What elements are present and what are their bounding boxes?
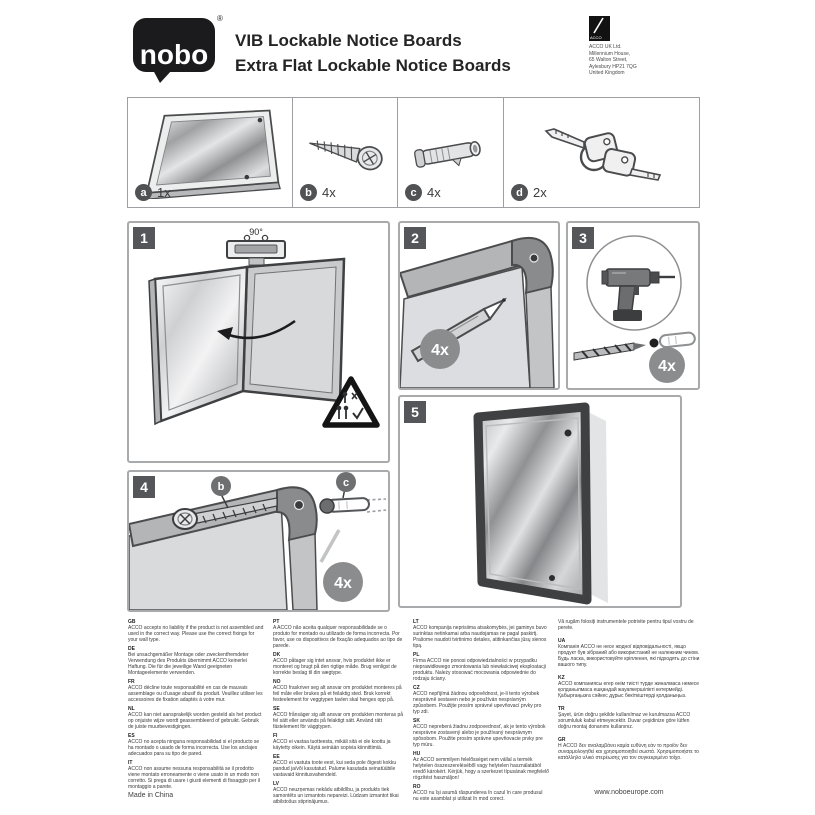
manufacturer-address: ACCO UK Ltd. Millennium House, 65 Walton Street, Aylesbury HP21 7QG United Kingdom	[589, 44, 637, 76]
disclaimer-hu: HU Az ACCO semmilyen felelősséget nem vállal a termék helytelen összeszereléséből vagy helytelen használatából eredő károkért. Kérjük, hogy a szerkezet típusának megfelelő rögzítést használjon!	[413, 751, 549, 781]
wall-plug-in-wall-icon	[320, 497, 386, 562]
disclaimer-fr: FR ACCO décline toute responsabilité en cas de mauvais assemblage ou d'usage abusif du produit. Veuillez utiliser les accessoires de fixation adaptés à votre mur.	[128, 679, 263, 703]
nobo-logo	[133, 18, 215, 72]
part-count: 4x	[427, 185, 441, 200]
part-label-a	[135, 184, 171, 201]
disclaimer-it: IT ACCO non assume nessuna responsabilità se il prodotto viene montato erroneamente o viene usato in un modo non corretto. Si prega di usare i giusti elementi di fissaggio per il montaggio a parete.	[128, 760, 261, 790]
disclaimer-lv: LV ACCO neuzņemas nekādu atbildību, ja produkts tiek samontēts un izmantots nepareizi. Lūdzam izmantot tikai atbilstošus stiprinājumus.	[273, 781, 399, 805]
angle-label: 90°	[249, 227, 263, 237]
step-number-badge: 3	[572, 227, 594, 249]
step-5-panel	[398, 395, 682, 608]
part-letter-badge: d	[511, 184, 528, 201]
disclaimer-dk: DK ACCO påtager sig intet ansvar, hvis produktet ikke er monteret og brugt på den rigtige måde. Brug venligst de korrekte beslag til din vægtype.	[273, 652, 397, 676]
callout-c-badge	[336, 472, 356, 498]
keys-icon	[536, 117, 666, 189]
step-number-badge: 5	[404, 401, 426, 423]
disclaimer-column-1	[128, 619, 264, 793]
step-2-panel	[398, 221, 560, 390]
disclaimer-column-4	[558, 619, 700, 768]
acco-caption: ACCO	[590, 35, 602, 40]
disclaimer-fi: FI ACCO ei vastaa tuotteesta, mikäli sitä ei ole koottu ja käytetty oikein. Käytä seinään sopivia kiinnittimiä.	[273, 733, 391, 751]
part-count: 1x	[157, 185, 171, 200]
title-line-1: VIB Lockable Notice Boards	[235, 31, 462, 50]
step-1-panel	[127, 221, 390, 463]
part-label-b	[300, 184, 336, 201]
part-letter-badge: b	[300, 184, 317, 201]
part-cell-keys	[504, 98, 698, 207]
disclaimer-gr: GR Η ACCO δεν αναλαμβάνει καμία ευθύνη εάν το προϊόν δεν συναρμολογηθεί και χρησιμοποιηθεί σωστά. Χρησιμοποιήστε το κατάλληλο υλικό στερέωσης για τον συγκεκριμένο τοίχο.	[558, 737, 699, 761]
made-in-label: Made in China	[128, 792, 174, 799]
step-number-badge: 4	[133, 476, 155, 498]
part-cell-plug	[398, 98, 504, 207]
wall-plug-icon	[403, 122, 498, 184]
drill-bit-icon	[574, 343, 646, 360]
disclaimer-ro-continued: Vă rugăm folosiți instrumentele potrivite pentru tipul vostru de perete.	[558, 619, 694, 631]
screw-icon	[298, 118, 393, 188]
registered-mark: ®	[217, 14, 223, 23]
website-url: www.noboeurope.com	[594, 789, 664, 796]
part-label-d	[511, 184, 547, 201]
part-letter-badge: c	[405, 184, 422, 201]
hole-dot	[650, 339, 659, 348]
part-cell-screw	[293, 98, 398, 207]
disclaimer-ee: EE ACCO ei vastuta toote eest, kui seda pole õigesti kokku pandud ja/või kasutatud. Palume kasutada seinatüübile vastavaid kinnitusvahendeid.	[273, 754, 397, 778]
svg-text:4x: 4x	[658, 358, 676, 375]
disclaimer-pt: PT A ACCO não aceita qualquer responsabilidade se o produto for montado ou utilizado de forma incorrecta. Por favor, use os dispositivos de fixação adequados ao tipo de parede.	[273, 619, 403, 649]
svg-text:4x: 4x	[334, 575, 352, 592]
disclaimer-sk: SK ACCO nepreberá žiadnu zodpovednosť, ak je tento výrobok nesprávne zostavený alebo je používaný nesprávnym spôsobom. Použite prosím správne upevňovacie prvky pre typ múru.	[413, 718, 546, 748]
mounted-board-illustration	[400, 397, 680, 606]
step-4-panel	[127, 470, 390, 612]
disclaimer-no: NO ACCO fraskriver seg alt ansvar om produktet monteres på feil måte eller brukes på et feilaktig sted. Bruk korrekt festeelement for veggtypen tavlen skal henges opp på.	[273, 679, 402, 703]
disclaimer-ua: UA Компанія ACCO не несе жодної відповідальності, якщо продукт був зібраний або використаний не належним чином. Будь ласка, використовуйте кріплення, які підходять до стіни вашого типу.	[558, 638, 700, 668]
page-title	[235, 28, 511, 78]
wall-plug-small-icon	[659, 332, 695, 348]
disclaimer-de: DE Bei unsachgemäßer Montage oder zweckentfremdeter Verwendung des Produkts übernimmt ACCO keinerlei Haftung. Die für die jeweilige Wand geeigneten Montageelemente verwenden.	[128, 646, 249, 676]
disclaimer-gb: GB ACCO accepts no liability if the product is not assembled and used in the correct way. Please use the correct fixings for your wall type.	[128, 619, 264, 643]
part-letter-badge: a	[135, 184, 152, 201]
disclaimer-ro: RO ACCO nu își asumă răspunderea în cazul în care produsul nu este asamblat și utilizat în mod corect.	[413, 784, 543, 802]
screw-fixing-illustration	[129, 472, 388, 610]
open-board-illustration	[129, 223, 388, 461]
part-label-c	[405, 184, 441, 201]
svg-text:c: c	[342, 477, 350, 489]
logo-tail	[153, 70, 172, 83]
svg-text:b: b	[217, 481, 225, 493]
quantity-badge	[323, 562, 363, 602]
quantity-badge	[649, 347, 685, 383]
title-line-2: Extra Flat Lockable Notice Boards	[235, 56, 511, 75]
svg-text:4x: 4x	[431, 342, 449, 359]
acco-brands-icon	[589, 16, 610, 41]
disclaimer-nl: NL ACCO kan niet aansprakelijk worden gesteld als het product op onjuiste wijze wordt geassembleerd of gebruikt. Gebruik de juiste muurbevestigingen.	[128, 706, 262, 730]
quantity-badge	[420, 329, 460, 369]
disclaimer-se: SE ACCO frånsäger sig allt ansvar om produkten monteras på fel sätt eller används på felaktigt sätt. Använd rätt fästelement för väggtypen.	[273, 706, 404, 730]
disclaimer-tr: TR Şayet, ürün doğru şekilde kullanılmaz ve kurulmazsa ACCO sorumluluk kabul etmeyecektir. Duvar çeşidinize göre lütfen doğru montaj donanımı kullanınız.	[558, 706, 691, 730]
parts-list	[127, 97, 700, 208]
part-cell-board	[128, 98, 293, 207]
part-count: 2x	[533, 185, 547, 200]
disclaimer-column-2	[273, 619, 404, 808]
disclaimer-column-3	[413, 619, 549, 805]
disclaimer-es: ES ACCO no acepta ninguna responsabilidad si el producto se ha montado o usado de forma incorrecta. Use los anclajes adecuados para su tipo de pared.	[128, 733, 260, 757]
disclaimer-pl: PL Firma ACCO nie ponosi odpowiedzialności w przypadku nieprawidłowego zmontowania lub niewłaściwej eksploatacji produktu. Należy stosować mocowania odpowiednie do rodzaju ściany.	[413, 652, 546, 682]
disclaimer-cz: CZ ACCO nepřijímá žádnou odpovědnost, je-li tento výrobek nesprávně sestaven nebo je používán nesprávným způsobem. Použijte prosím správné upevňovací prvky pro typ zdi.	[413, 685, 542, 715]
part-count: 4x	[322, 185, 336, 200]
disclaimer-lt: LT ACCO kompanija neprisiima atsakomybės, jei gaminys buvo surinktas netinkamai arba naudojamas ne pagal paskirtį. Prašome naudoti tvirtinimo detales, atitinkančias jūsų sienos tipą.	[413, 619, 547, 649]
step-number-badge: 1	[133, 227, 155, 249]
step-3-panel	[566, 221, 700, 390]
disclaimer-kz: KZ ACCO компаниясы егер өнім тиісті түрде жиналмаса немесе қолданылмаса ешқандай жауапкершілікті көтермейді. Қабырғаңызға сәйкес дұрыс бекіткіштерді қолданыңыз.	[558, 675, 700, 699]
nobo-wordmark: nobo	[139, 39, 209, 70]
step-number-badge: 2	[404, 227, 426, 249]
manufacturer-block	[589, 16, 699, 77]
